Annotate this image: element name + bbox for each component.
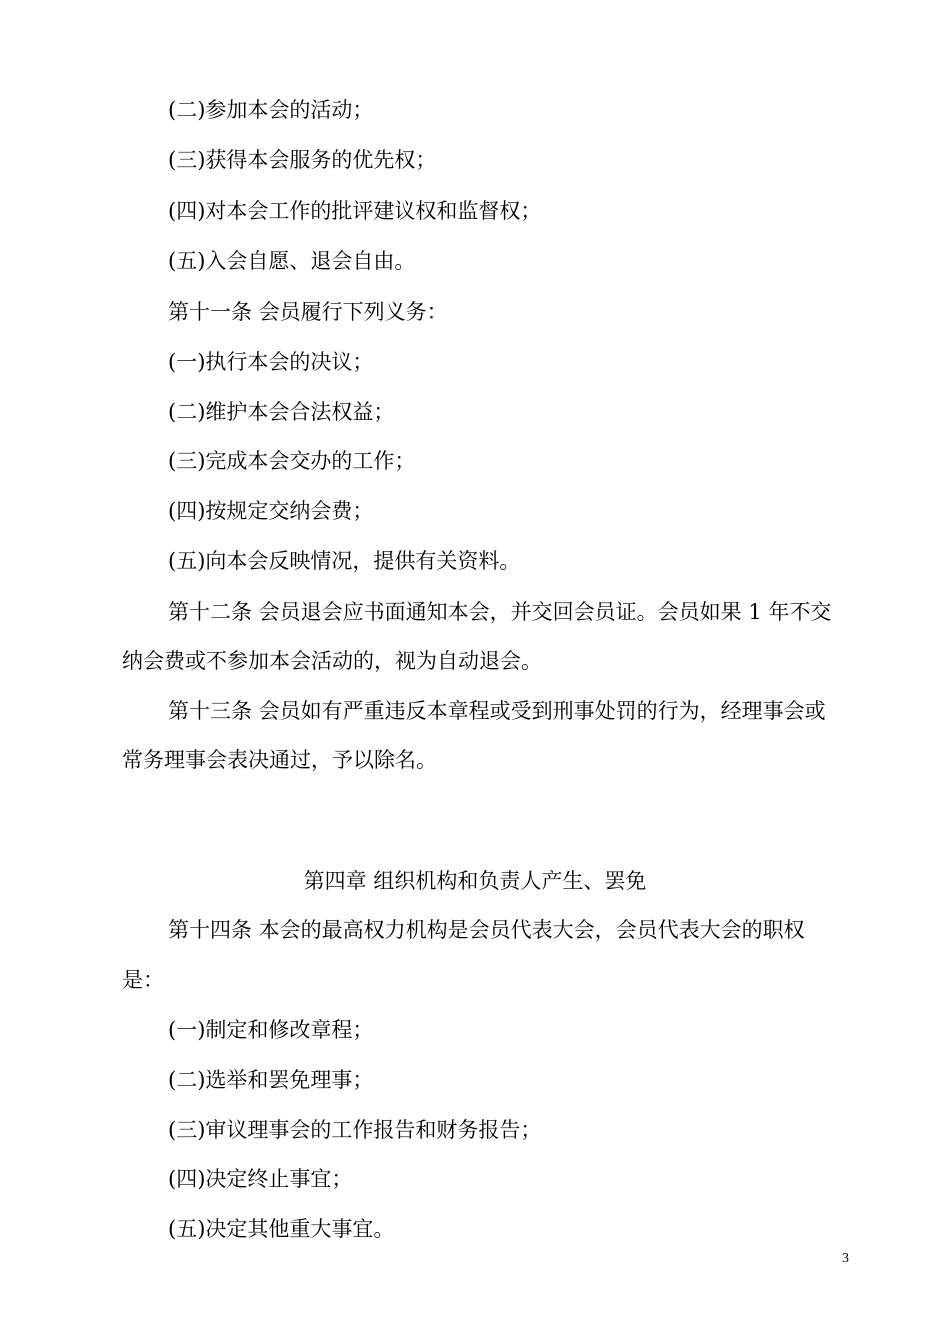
duties-item-3: (三)完成本会交办的工作； (168, 449, 416, 473)
duties-item-4: (四)按规定交纳会费； (168, 499, 374, 523)
article-13-line-2: 常务理事会表决通过，予以除名。 (122, 748, 437, 772)
powers-item-4: (四)决定终止事宜； (168, 1167, 353, 1191)
page-number: 3 (842, 1251, 849, 1266)
powers-item-2: (二)选举和罢免理事； (168, 1068, 374, 1092)
rights-item-5: (五)入会自愿、退会自由。 (168, 249, 416, 273)
chapter-4-heading: 第四章 组织机构和负责人产生、罢免 (303, 869, 647, 893)
powers-item-5: (五)决定其他重大事宜。 (168, 1217, 395, 1241)
duties-item-2: (二)维护本会合法权益； (168, 400, 395, 424)
rights-item-3: (三)获得本会服务的优先权； (168, 148, 437, 172)
article-11: 第十一条 会员履行下列义务： (168, 300, 448, 324)
duties-item-1: (一)执行本会的决议； (168, 350, 374, 374)
article-14-line-2: 是： (122, 968, 164, 992)
article-14-line-1: 第十四条 本会的最高权力机构是会员代表大会，会员代表大会的职权 (168, 918, 805, 942)
duties-item-5: (五)向本会反映情况，提供有关资料。 (168, 549, 521, 573)
rights-item-4: (四)对本会工作的批评建议权和监督权； (168, 199, 542, 223)
article-12-line-2: 纳会费或不参加本会活动的，视为自动退会。 (122, 649, 542, 673)
powers-item-3: (三)审议理事会的工作报告和财务报告； (168, 1118, 542, 1142)
rights-item-2: (二)参加本会的活动； (168, 98, 374, 122)
article-12-line-1: 第十二条 会员退会应书面通知本会，并交回会员证。会员如果 1 年不交 (168, 600, 832, 624)
article-13-line-1: 第十三条 会员如有严重违反本章程或受到刑事处罚的行为，经理事会或 (168, 699, 826, 723)
powers-item-1: (一)制定和修改章程； (168, 1018, 374, 1042)
